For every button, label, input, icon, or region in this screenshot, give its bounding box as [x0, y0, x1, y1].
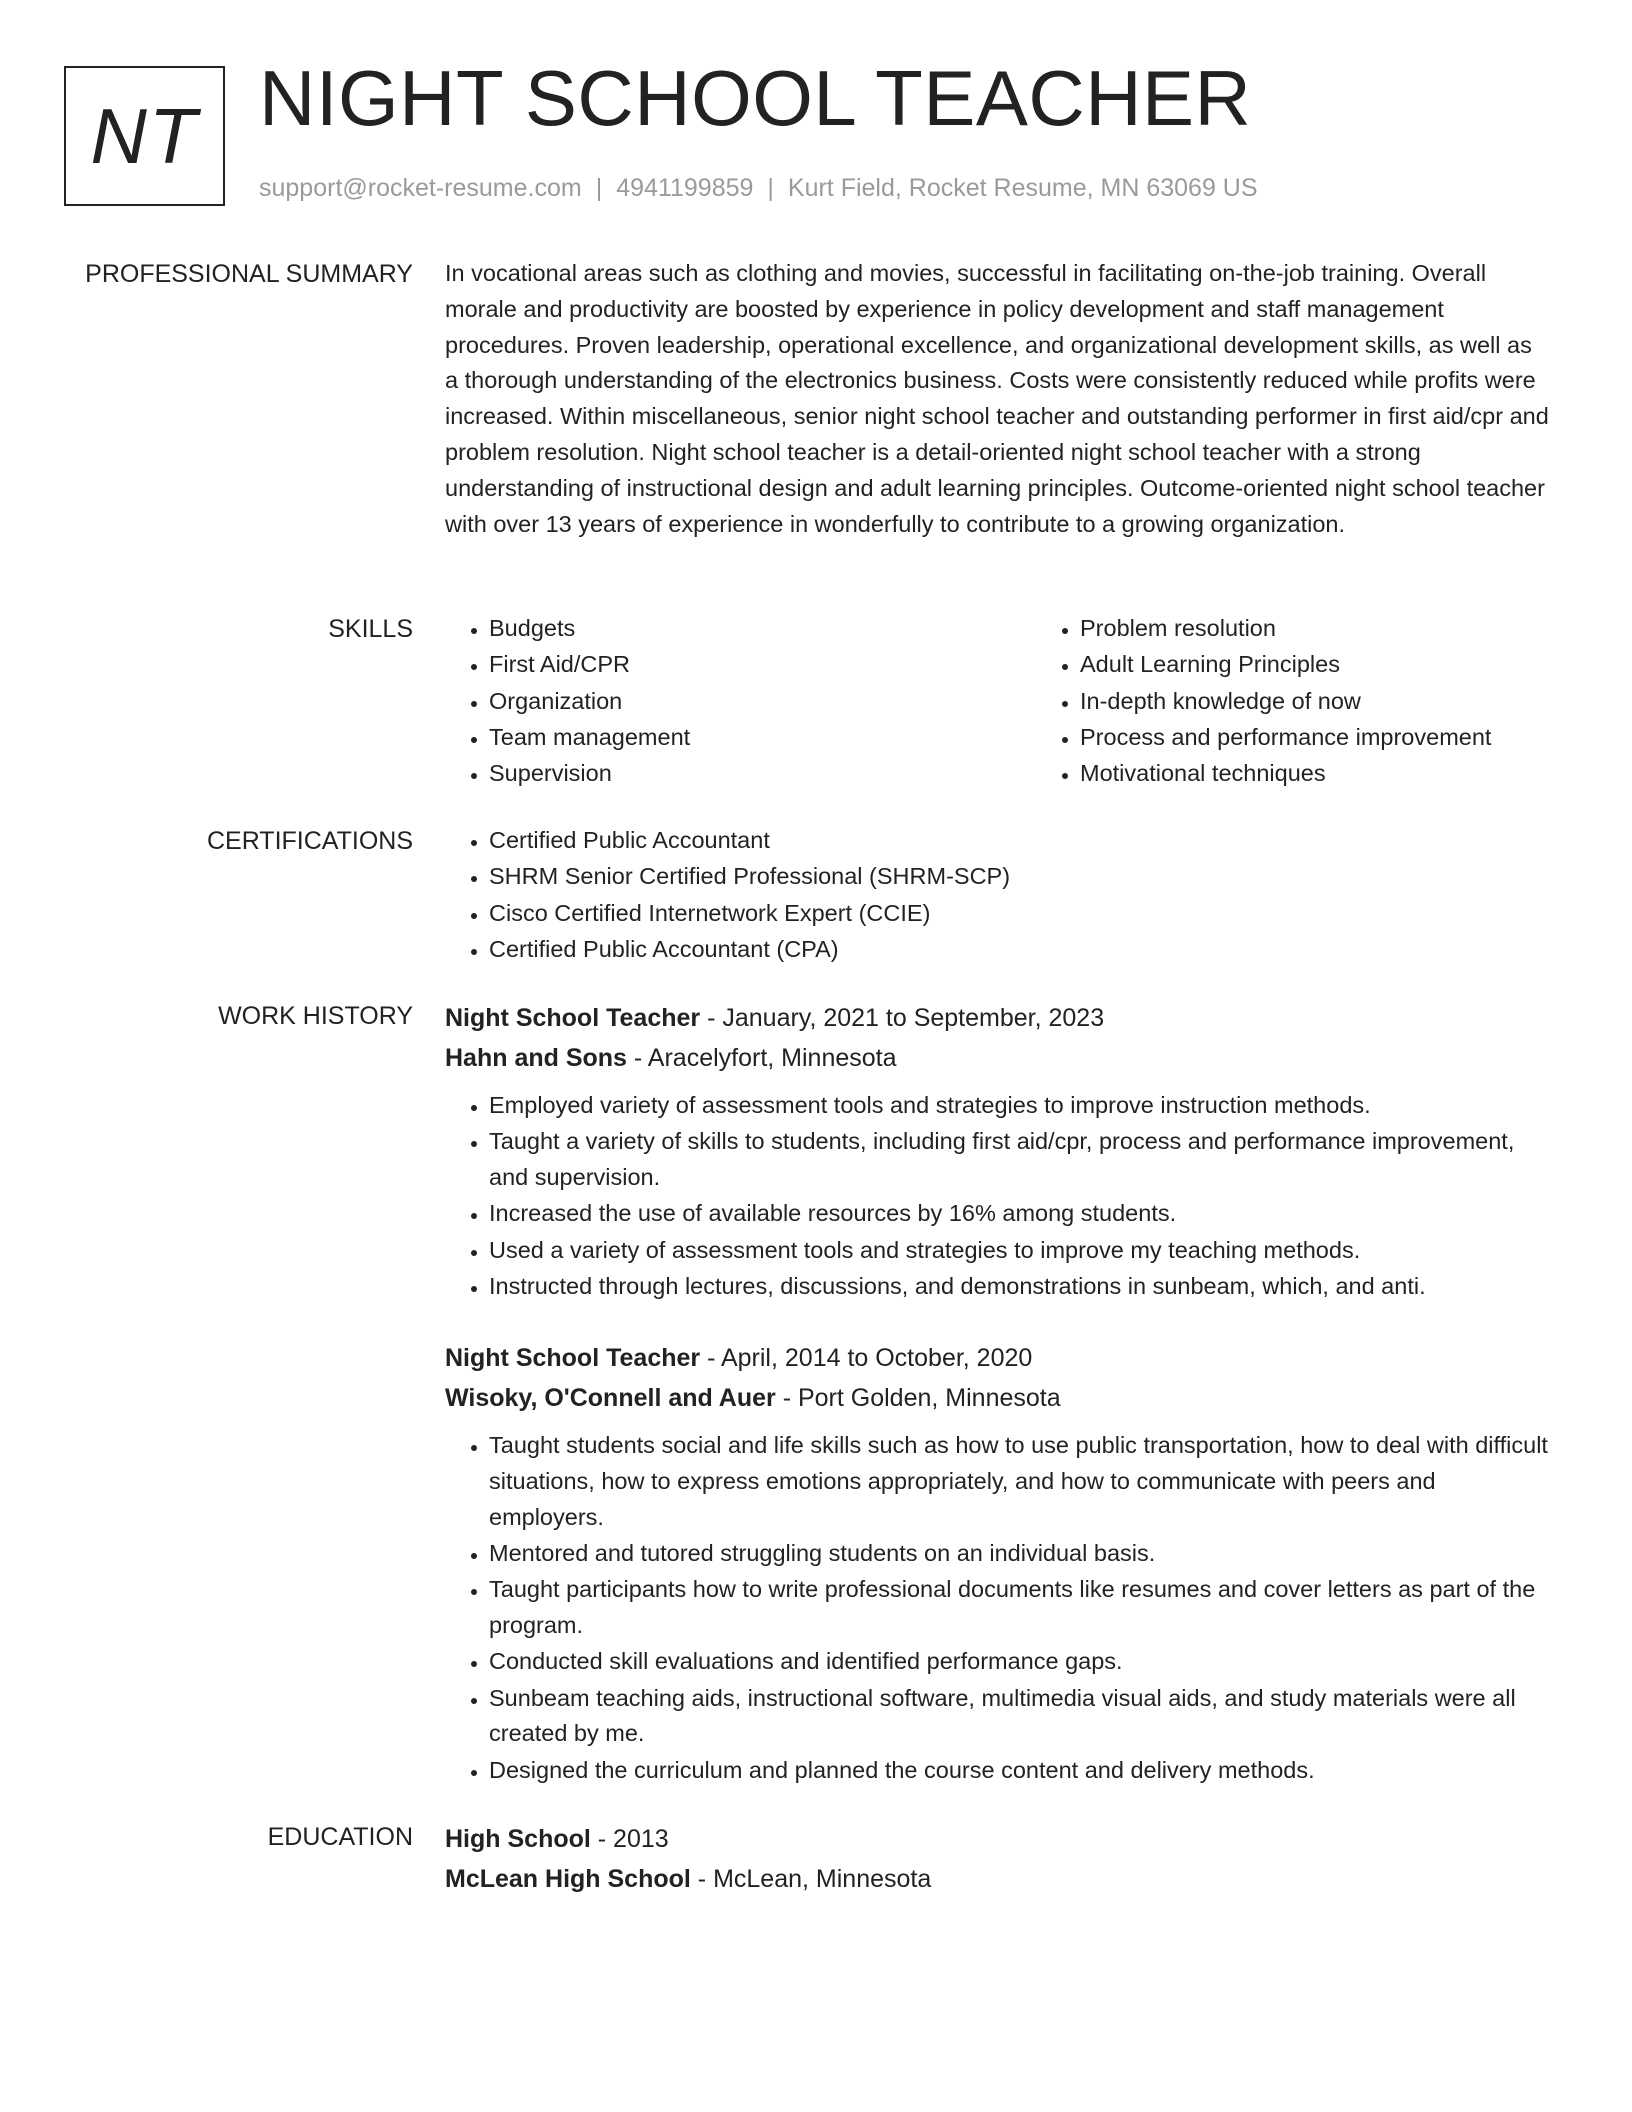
job-entry [445, 998, 1550, 1305]
education-body [445, 1819, 1550, 1899]
certifications-body [445, 823, 1550, 968]
skill-item: • First Aid/CPR [489, 647, 1036, 683]
job-company: Wisoky, O'Connell and Auer [445, 1384, 776, 1412]
contact-separator: | [767, 174, 774, 202]
certifications-heading: CERTIFICATIONS [206, 827, 413, 855]
work-history-heading: WORK HISTORY [218, 1002, 413, 1030]
certification-item: • SHRM Senior Certified Professional (SHRM-SCP) [489, 859, 1550, 895]
skill-item: • Team management [489, 720, 1036, 756]
job-bullets [445, 1088, 1550, 1305]
summary-body [445, 256, 1550, 542]
skill-item: • Motivational techniques [1080, 756, 1627, 792]
skills-heading: SKILLS [328, 615, 413, 643]
summary-heading: PROFESSIONAL SUMMARY [85, 260, 413, 288]
job-bullet: • Instructed through lectures, discussions, and demonstrations in sunbeam, which, and anti. [489, 1269, 1550, 1305]
job-dates: - January, 2021 to September, 2023 [700, 1004, 1105, 1032]
contact-email: support@rocket-resume.com [259, 174, 582, 202]
contact-phone: 4941199859 [616, 174, 754, 202]
job-title-line [445, 998, 1550, 1038]
resume-title: NIGHT SCHOOL TEACHER [259, 54, 1252, 142]
job-bullet: • Used a variety of assessment tools and strategies to improve my teaching methods. [489, 1233, 1550, 1269]
job-role: Night School Teacher [445, 1344, 701, 1372]
skill-item: • Organization [489, 684, 1036, 720]
skill-item: • Adult Learning Principles [1080, 647, 1627, 683]
education-year: - 2013 [590, 1825, 669, 1853]
work-history-body [445, 998, 1550, 1305]
education-degree: High School [445, 1825, 591, 1853]
education-heading: EDUCATION [267, 1823, 413, 1851]
job-bullet: • Taught a variety of skills to students, including first aid/cpr, process and performance improvement, and supervision. [489, 1124, 1550, 1196]
job-bullet: • Taught participants how to write professional documents like resumes and cover letters as part of the program. [489, 1572, 1550, 1644]
certification-item: • Cisco Certified Internetwork Expert (CCIE) [489, 896, 1550, 932]
certifications-list [445, 823, 1550, 968]
skill-item: • In-depth knowledge of now [1080, 684, 1627, 720]
skills-list-right [1036, 611, 1627, 792]
job-bullet: • Mentored and tutored struggling students on an individual basis. [489, 1536, 1550, 1572]
job-bullets [445, 1428, 1550, 1788]
skill-item: • Budgets [489, 611, 1036, 647]
job-company-line [445, 1378, 1550, 1418]
skill-item: • Supervision [489, 756, 1036, 792]
job-bullet: • Increased the use of available resources by 16% among students. [489, 1196, 1550, 1232]
contact-separator: | [595, 174, 603, 202]
monogram-badge: NT [64, 66, 225, 206]
job-title-line [445, 1338, 1550, 1378]
job-role: Night School Teacher [445, 1004, 701, 1032]
job-entry [445, 1338, 1550, 1788]
work-history-body [445, 1338, 1550, 1789]
skills-body [445, 611, 1550, 792]
job-dates: - April, 2014 to October, 2020 [700, 1344, 1033, 1372]
education-school: McLean High School [445, 1865, 691, 1893]
contact-address: Kurt Field, Rocket Resume, MN 63069 US [787, 174, 1258, 202]
job-company: Hahn and Sons [445, 1044, 627, 1072]
skills-list-left [445, 611, 1036, 792]
certification-item: • Certified Public Accountant [489, 823, 1550, 859]
education-location: - McLean, Minnesota [690, 1865, 932, 1893]
job-location: - Port Golden, Minnesota [775, 1384, 1061, 1412]
job-bullet: • Employed variety of assessment tools and strategies to improve instruction methods. [489, 1088, 1550, 1124]
summary-text: In vocational areas such as clothing and movies, successful in facilitating on-the-job training. Overall morale and productivity are boosted by experience in policy development and staff management procedures. Proven leadership, operational excellence, and organizational development skills, as well as a thorough understanding of the electronics business. Costs were consistently reduced while profits were increased. Within miscellaneous, senior night school teacher and outstanding performer in first aid/cpr and problem resolution. Night school teacher is a detail-oriented night school teacher with a strong understanding of instructional design and adult learning principles. Outcome-oriented night school teacher with over 13 years of experience in wonderfully to contribute to a growing organization. [445, 260, 1549, 537]
skill-item: • Process and performance improvement [1080, 720, 1627, 756]
job-bullet: • Taught students social and life skills such as how to use public transportation, how to deal with difficult situations, how to express emotions appropriately, and how to communicate with peers and employers. [489, 1428, 1550, 1535]
skill-item: • Problem resolution [1080, 611, 1627, 647]
job-bullet: • Conducted skill evaluations and identified performance gaps. [489, 1644, 1550, 1680]
contact-line [259, 174, 1258, 203]
education-school-line [445, 1859, 1550, 1899]
job-bullet: • Sunbeam teaching aids, instructional software, multimedia visual aids, and study materials were all created by me. [489, 1681, 1550, 1753]
job-location: - Aracelyfort, Minnesota [626, 1044, 897, 1072]
job-bullet: • Designed the curriculum and planned the course content and delivery methods. [489, 1753, 1550, 1789]
job-company-line [445, 1038, 1550, 1078]
certification-item: • Certified Public Accountant (CPA) [489, 932, 1550, 968]
education-degree-line [445, 1819, 1550, 1859]
